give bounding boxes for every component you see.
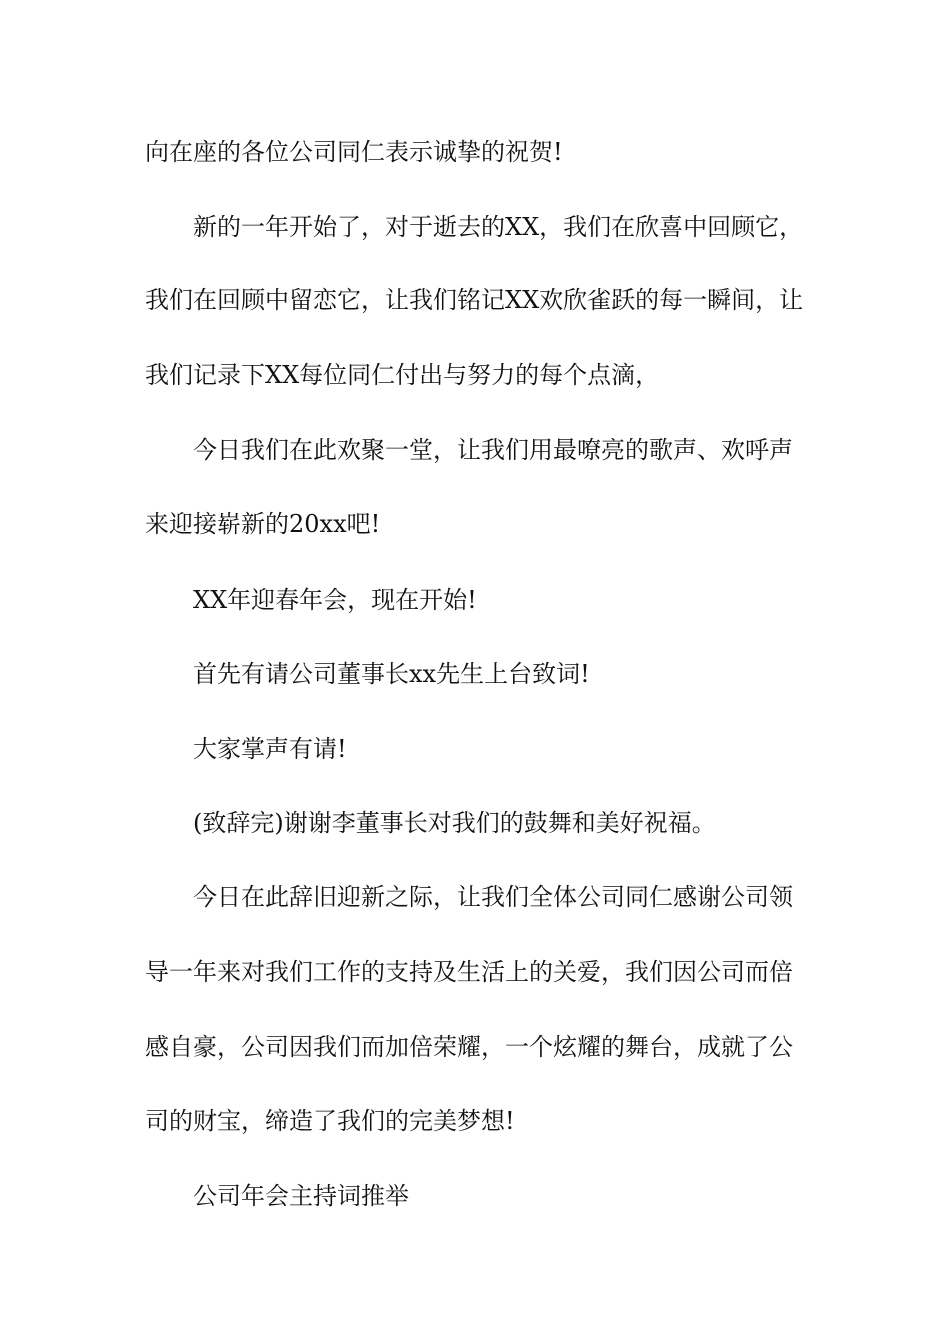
paragraph-line: 今日我们在此欢聚一堂，让我们用最嘹亮的歌声、欢呼声 [193, 436, 793, 464]
paragraph-line: XX年迎春年会，现在开始! [193, 586, 477, 614]
text-line: 我们记录下XX每位同仁付出与努力的每个点滴， [145, 361, 660, 389]
paragraph-line: 公司年会主持词推举 [193, 1182, 409, 1210]
paragraph-line: 新的一年开始了，对于逝去的XX，我们在欣喜中回顾它， [193, 213, 804, 241]
text-line: 向在座的各位公司同仁表示诚挚的祝贺! [145, 138, 563, 166]
text-line: 导一年来对我们工作的支持及生活上的关爱，我们因公司而倍 [145, 958, 793, 986]
paragraph-line: 今日在此辞旧迎新之际，让我们全体公司同仁感谢公司领 [193, 883, 793, 911]
text-line: 感自豪，公司因我们而加倍荣耀，一个炫耀的舞台，成就了公 [145, 1033, 793, 1061]
paragraph-line: (致辞完)谢谢李董事长对我们的鼓舞和美好祝福。 [193, 809, 716, 837]
text-line: 来迎接崭新的20xx吧! [145, 510, 381, 538]
text-line: 我们在回顾中留恋它，让我们铭记XX欢欣雀跃的每一瞬间，让 [145, 286, 804, 314]
text-line: 司的财宝，缔造了我们的完美梦想! [145, 1107, 515, 1135]
paragraph-line: 首先有请公司董事长xx先生上台致词! [193, 660, 590, 688]
paragraph-line: 大家掌声有请! [193, 735, 347, 763]
